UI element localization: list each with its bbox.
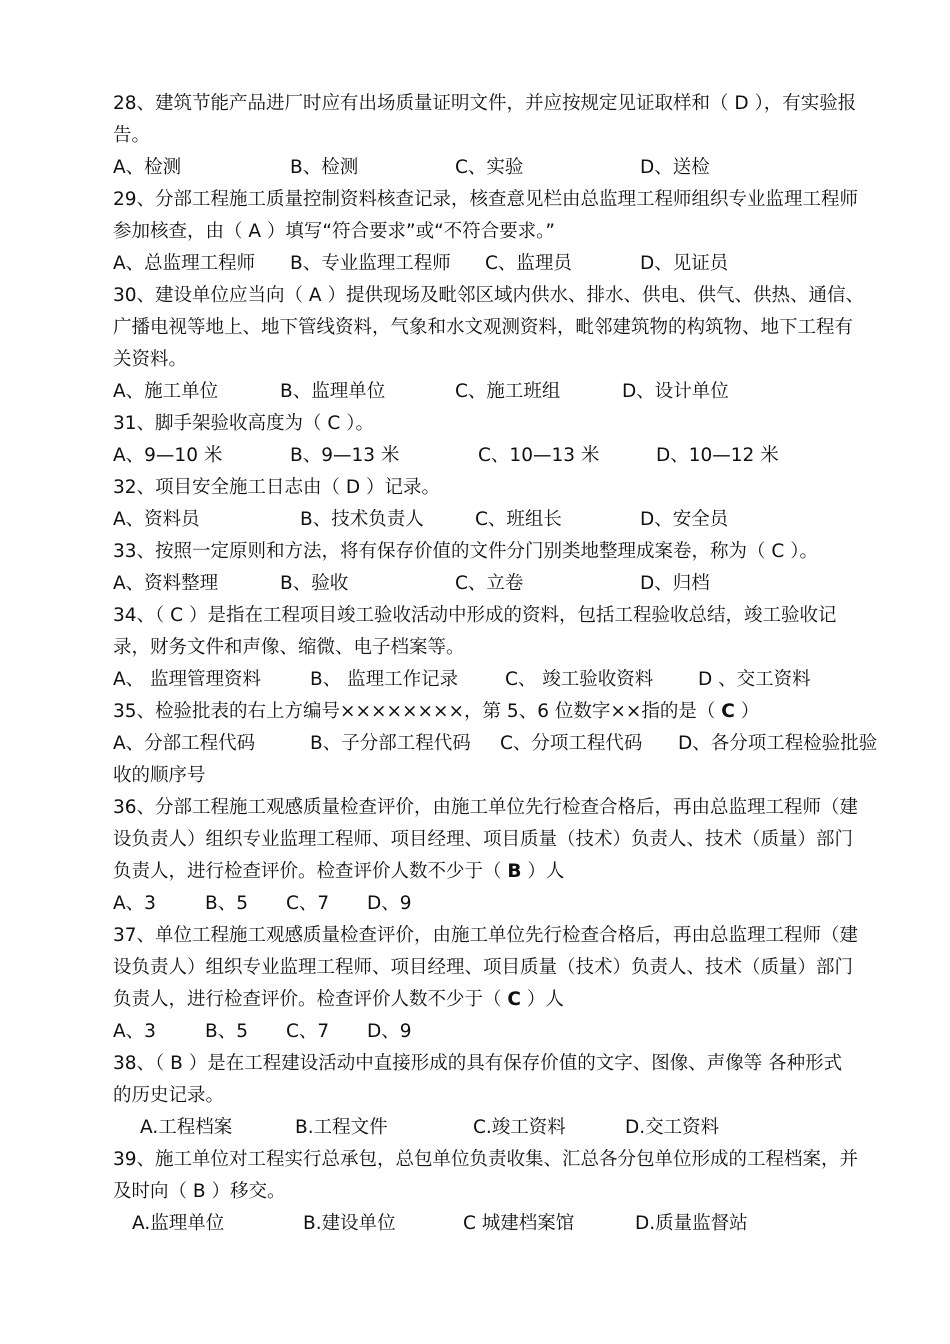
q35-option-d-cont: 收的顺序号 — [113, 765, 206, 786]
q34-option-d: D 、交工资料 — [698, 669, 811, 690]
q36-line-1: 36、分部工程施工观感质量检查评价，由施工单位先行检查合格后，再由总监理工程师（建 — [113, 797, 859, 818]
q36-option-b: B、5 — [205, 893, 248, 914]
q37-option-c: C、7 — [286, 1021, 330, 1042]
q36-option-a: A、3 — [113, 893, 156, 914]
q28-line-2: 告。 — [113, 125, 151, 146]
q28-line-1: 28、建筑节能产品进厂时应有出场质量证明文件，并应按规定见证取样和（ D ），有实验报 — [113, 93, 857, 114]
q35-line-1 — [113, 696, 893, 728]
q29-option-d: D、见证员 — [640, 253, 729, 274]
q38-option-a: A.工程档案 — [140, 1117, 233, 1138]
q33-option-b: B、验收 — [280, 573, 349, 594]
q31-option-b: B、9—13 米 — [290, 445, 400, 466]
q35-stem: 35、检验批表的右上方编号××××××××，第 5、6 位数字××指的是（ — [113, 701, 722, 722]
q28-option-a: A、检测 — [113, 157, 182, 178]
q30-line-3: 关资料。 — [113, 349, 188, 370]
q28-option-d: D、送检 — [640, 157, 710, 178]
q38-option-c: C.竣工资料 — [473, 1117, 566, 1138]
q33-option-d: D、归档 — [640, 573, 710, 594]
q32-option-b: B、技术负责人 — [300, 509, 424, 530]
q34-option-c: C、 竣工验收资料 — [505, 669, 654, 690]
q37-answer: C — [507, 989, 521, 1010]
q32-option-c: C、班组长 — [475, 509, 562, 530]
q34-option-b: B、 监理工作记录 — [310, 669, 459, 690]
q35-option-d: D、各分项工程检验批验 — [678, 733, 878, 754]
q38-option-d: D.交工资料 — [625, 1117, 720, 1138]
q38-line-2: 的历史记录。 — [113, 1085, 225, 1106]
q30-line-1: 30、建设单位应当向（ A ）提供现场及毗邻区域内供水、排水、供电、供气、供热、通信、 — [113, 285, 864, 306]
q34-line-2: 录，财务文件和声像、缩微、电子档案等。 — [113, 637, 465, 658]
q36-line-3 — [113, 856, 893, 888]
q36-option-d: D、9 — [367, 893, 412, 914]
q30-line-2: 广播电视等地上、地下管线资料，气象和水文观测资料，毗邻建筑物的构筑物、地下工程有 — [113, 317, 854, 338]
q37-option-d: D、9 — [367, 1021, 412, 1042]
q30-option-c: C、施工班组 — [455, 381, 561, 402]
q35-stem-end: ） — [734, 701, 760, 722]
q31-option-d: D、10—12 米 — [656, 445, 779, 466]
q39-option-c: C 城建档案馆 — [463, 1213, 575, 1234]
q30-option-d: D、设计单位 — [622, 381, 729, 402]
q35-option-b: B、子分部工程代码 — [310, 733, 471, 754]
q30-option-b: B、监理单位 — [280, 381, 386, 402]
q36-line-2: 设负责人）组织专业监理工程师、项目经理、项目质量（技术）负责人、技术（质量）部门 — [113, 829, 854, 850]
q37-line-3 — [113, 984, 893, 1016]
q34-option-a: A、 监理管理资料 — [113, 669, 262, 690]
q39-line-1: 39、施工单位对工程实行总承包，总包单位负责收集、汇总各分包单位形成的工程档案，并 — [113, 1149, 859, 1170]
q36-stem: 负责人，进行检查评价。检查评价人数不少于（ — [113, 861, 508, 882]
q31-line-1: 31、脚手架验收高度为（ C ）。 — [113, 413, 374, 434]
q37-line-2: 设负责人）组织专业监理工程师、项目经理、项目质量（技术）负责人、技术（质量）部门 — [113, 957, 854, 978]
q38-line-1: 38、（ B ）是在工程建设活动中直接形成的具有保存价值的文字、图像、声像等 各种形式 — [113, 1053, 843, 1074]
q37-stem: 负责人，进行检查评价。检查评价人数不少于（ — [113, 989, 508, 1010]
q39-line-2: 及时向（ B ）移交。 — [113, 1181, 286, 1202]
q39-option-a: A.监理单位 — [132, 1213, 225, 1234]
q28-option-c: C、实验 — [455, 157, 524, 178]
q36-answer: B — [507, 861, 522, 882]
q31-option-c: C、10—13 米 — [478, 445, 600, 466]
q31-option-a: A、9—10 米 — [113, 445, 223, 466]
q38-option-b: B.工程文件 — [295, 1117, 388, 1138]
q37-option-a: A、3 — [113, 1021, 156, 1042]
q29-line-2: 参加核查，由（ A ）填写“符合要求”或“不符合要求。” — [113, 221, 556, 242]
q35-option-a: A、分部工程代码 — [113, 733, 256, 754]
q33-line-1: 33、按照一定原则和方法，将有保存价值的文件分门别类地整理成案卷，称为（ C ）。 — [113, 541, 818, 562]
q30-option-a: A、施工单位 — [113, 381, 219, 402]
q29-option-a: A、总监理工程师 — [113, 253, 256, 274]
q32-option-a: A、资料员 — [113, 509, 200, 530]
q32-line-1: 32、项目安全施工日志由（ D ）记录。 — [113, 477, 441, 498]
q36-option-c: C、7 — [286, 893, 330, 914]
q33-option-a: A、资料整理 — [113, 573, 219, 594]
q37-line-1: 37、单位工程施工观感质量检查评价，由施工单位先行检查合格后，再由总监理工程师（建 — [113, 925, 859, 946]
q37-option-b: B、5 — [205, 1021, 248, 1042]
q37-stem-end: ）人 — [520, 989, 564, 1010]
q35-answer: C — [721, 701, 735, 722]
q33-option-c: C、立卷 — [455, 573, 524, 594]
q34-line-1: 34、（ C ）是指在工程项目竣工验收活动中形成的资料，包括工程验收总结，竣工验收记 — [113, 605, 837, 626]
q39-option-b: B.建设单位 — [303, 1213, 396, 1234]
q35-option-c: C、分项工程代码 — [500, 733, 643, 754]
q32-option-d: D、安全员 — [640, 509, 729, 530]
q39-option-d: D.质量监督站 — [635, 1213, 748, 1234]
q29-option-b: B、专业监理工程师 — [290, 253, 451, 274]
q28-option-b: B、检测 — [290, 157, 359, 178]
q29-line-1: 29、分部工程施工质量控制资料核查记录，核查意见栏由总监理工程师组织专业监理工程师 — [113, 189, 859, 210]
q29-option-c: C、监理员 — [485, 253, 572, 274]
q36-stem-end: ）人 — [521, 861, 565, 882]
